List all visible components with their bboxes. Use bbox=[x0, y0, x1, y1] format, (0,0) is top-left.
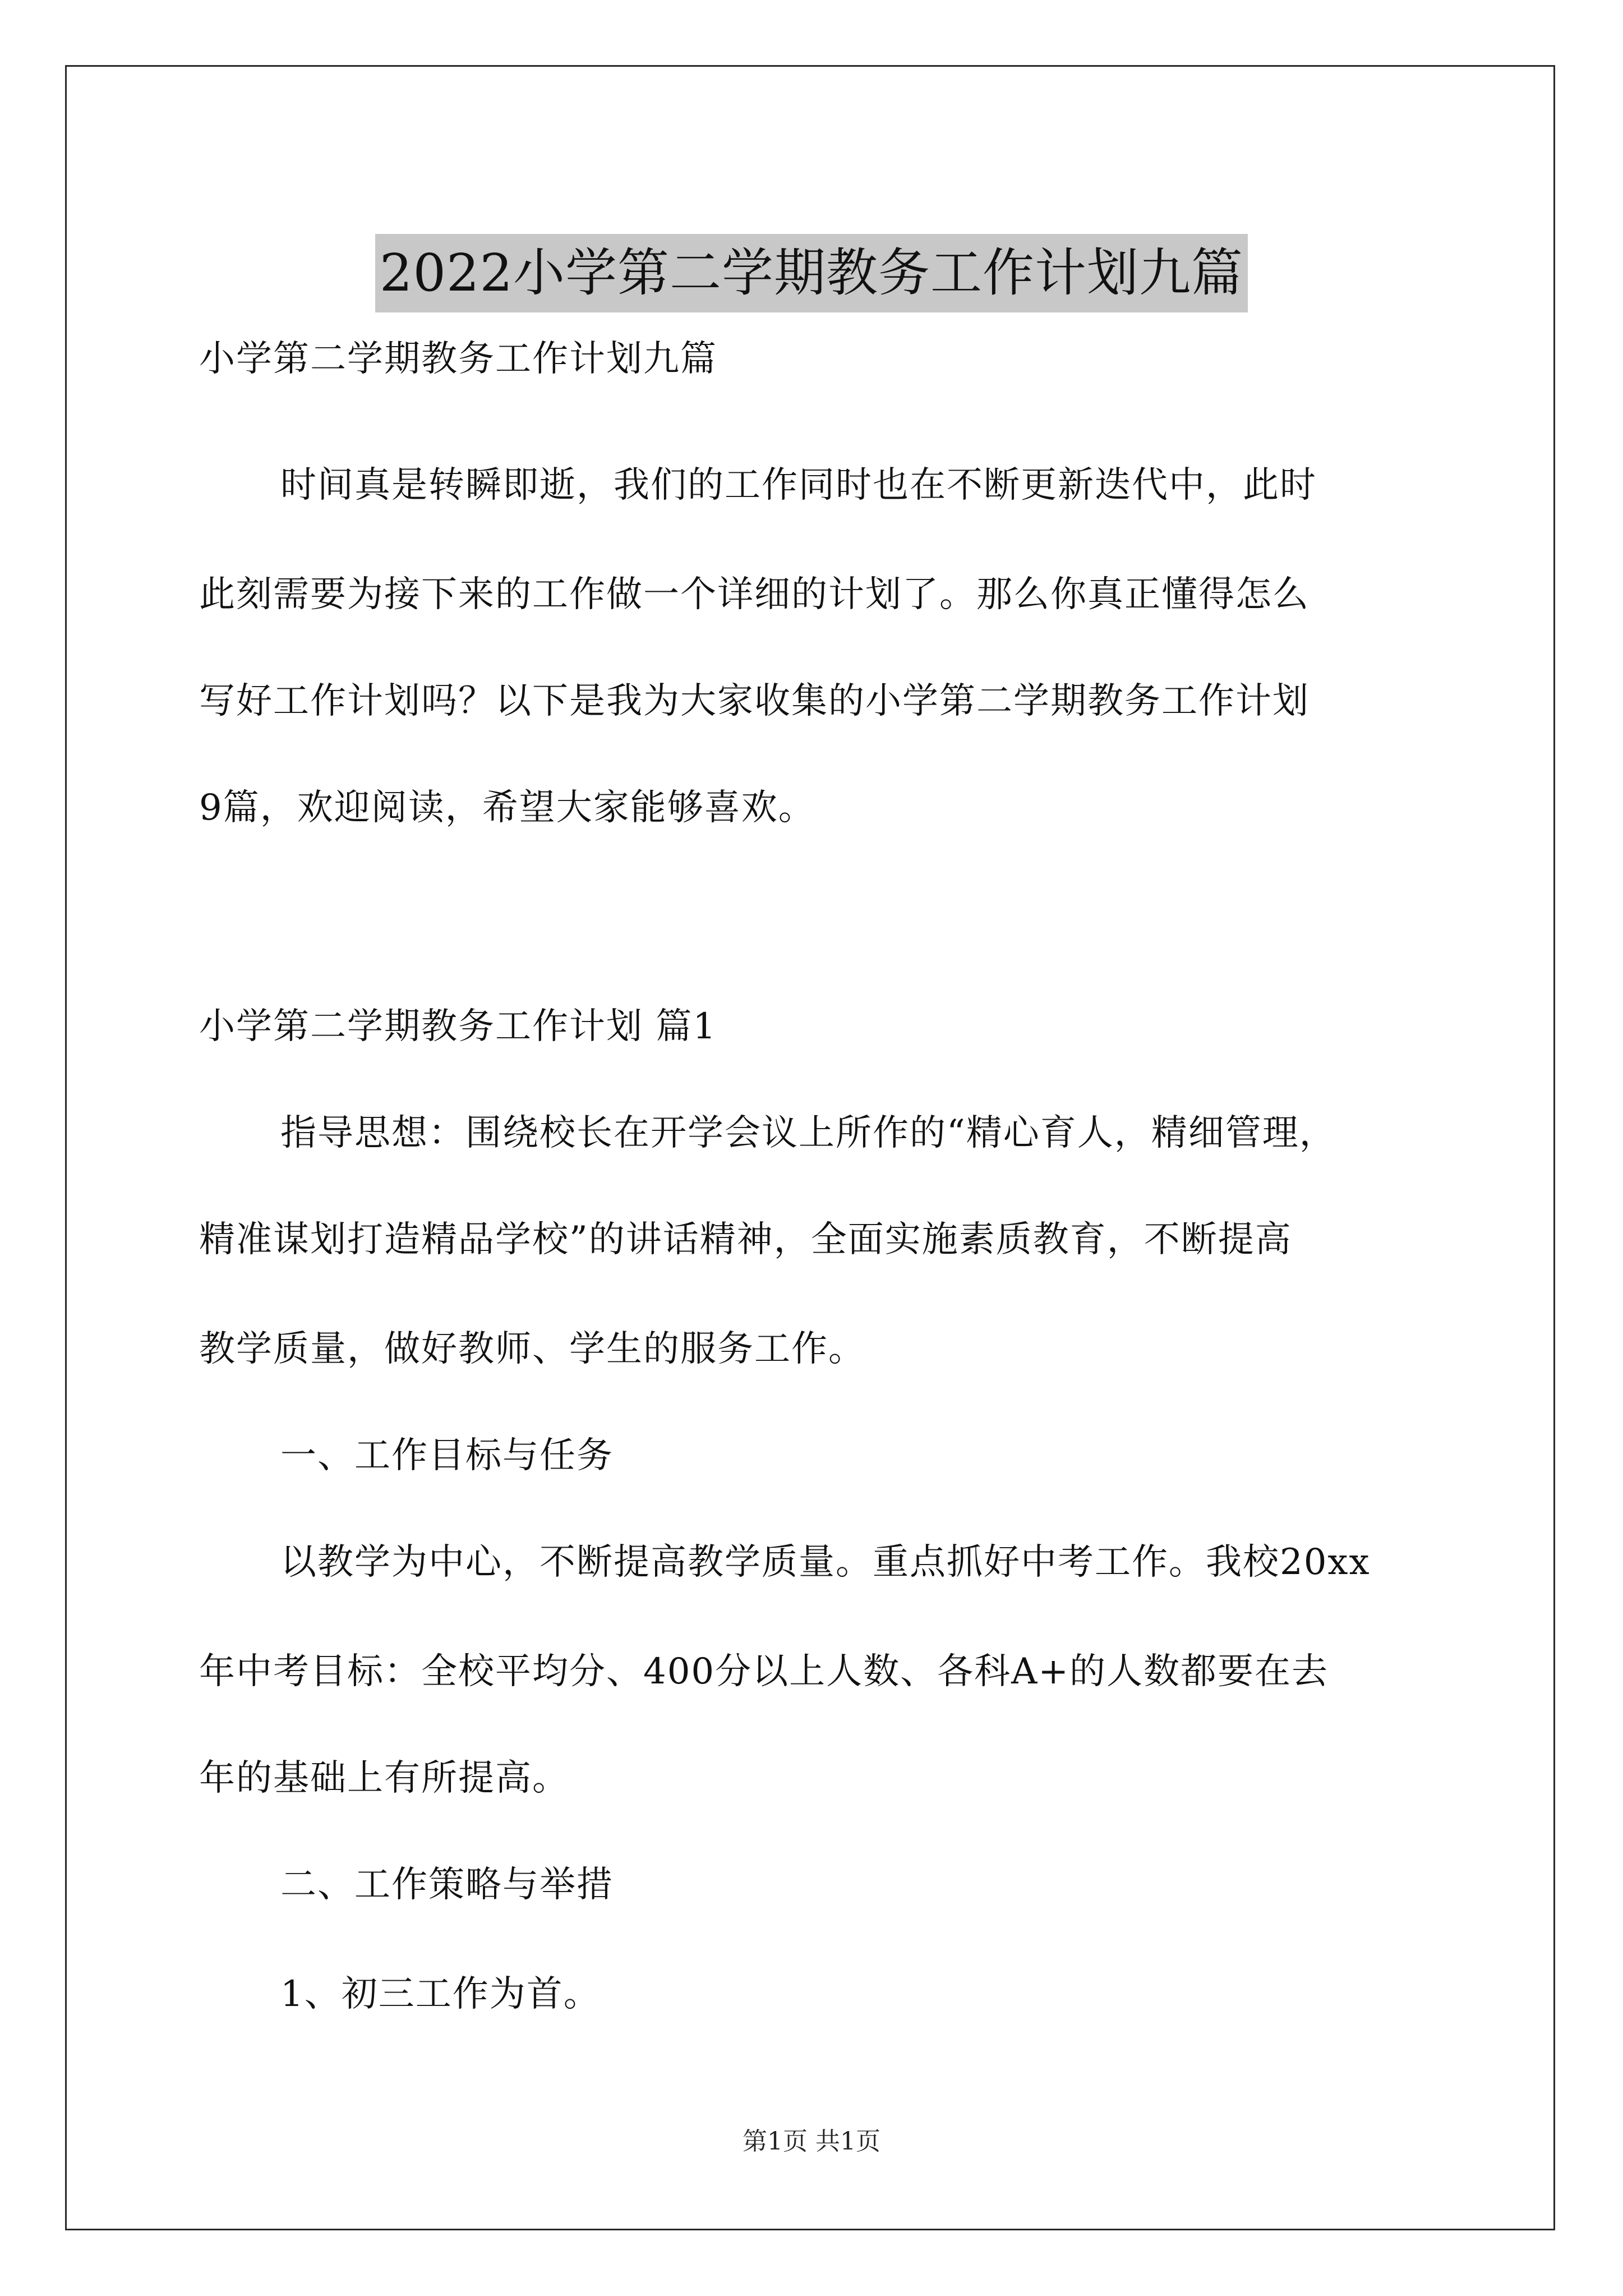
intro-line-1: 时间真是转瞬即逝，我们的工作同时也在不断更新迭代中，此时 bbox=[280, 464, 1317, 506]
intro-line-4: 9篇，欢迎阅读，希望大家能够喜欢。 bbox=[199, 787, 815, 829]
goals-line-3: 年的基础上有所提高。 bbox=[199, 1757, 569, 1799]
subtitle-line: 小学第二学期教务工作计划九篇 bbox=[199, 338, 717, 380]
strategy-item-1: 1、初三工作为首。 bbox=[280, 1973, 601, 2015]
guideline-line-3: 教学质量，做好教师、学生的服务工作。 bbox=[199, 1328, 865, 1370]
heading-strategy: 二、工作策略与举措 bbox=[280, 1864, 614, 1906]
document-title: 2022小学第二学期教务工作计划九篇 bbox=[375, 234, 1248, 312]
heading-goals: 一、工作目标与任务 bbox=[280, 1435, 614, 1476]
title-container bbox=[0, 199, 1623, 347]
goals-line-2: 年中考目标：全校平均分、400分以上人数、各科A+的人数都要在去 bbox=[199, 1651, 1329, 1692]
intro-line-3: 写好工作计划吗？以下是我为大家收集的小学第二学期教务工作计划 bbox=[199, 680, 1310, 722]
guideline-line-2: 精准谋划打造精品学校”的讲话精神，全面实施素质教育，不断提高 bbox=[199, 1219, 1292, 1260]
goals-line-1: 以教学为中心，不断提高教学质量。重点抓好中考工作。我校20xx bbox=[280, 1542, 1371, 1583]
section-heading-1: 小学第二学期教务工作计划 篇1 bbox=[199, 1006, 717, 1047]
guideline-line-1: 指导思想：围绕校长在开学会议上所作的“精心育人，精细管理， bbox=[280, 1112, 1336, 1154]
page-footer: 第1页 共1页 bbox=[743, 2127, 880, 2156]
intro-line-2: 此刻需要为接下来的工作做一个详细的计划了。那么你真正懂得怎么 bbox=[199, 574, 1310, 615]
